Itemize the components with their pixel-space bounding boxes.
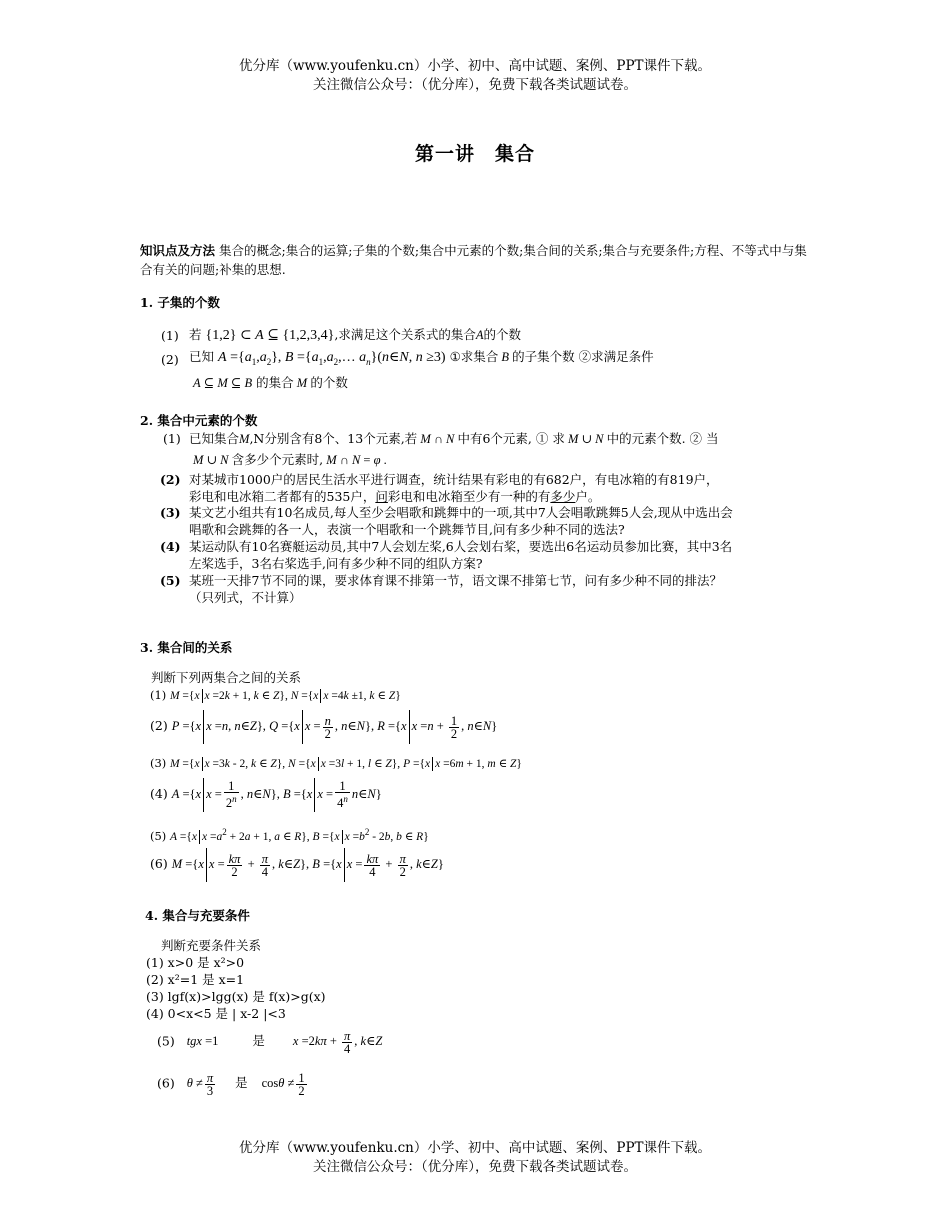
s4-row-2: (2) x²=1 是 x=1	[146, 972, 245, 987]
s1-p2-var-m: M	[293, 376, 311, 390]
s4-row-5-number: (5)	[157, 1033, 175, 1049]
s2-p4-line2: 左桨选手，3名右桨选手,问有多少种不同的组队方案?	[189, 556, 483, 571]
s1-p1-text-b: ,求满足这个关系式的集合	[334, 327, 476, 342]
s2-p3-line2: 唱歌和会跳舞的各一人，表演一个唱歌和一个跳舞节目,问有多少种不同的选法?	[189, 522, 625, 537]
section-1-heading: 1. 子集的个数	[140, 295, 220, 310]
s2-p4-number: (4)	[160, 539, 181, 554]
s3-item-1	[150, 686, 401, 705]
s2-p2-text-f: 户。	[575, 489, 601, 504]
header-line-2: 关注微信公众号：（优分库），免费下载各类试题试卷。	[313, 77, 637, 93]
s2-p2-text-c: 问	[375, 489, 388, 504]
s4-row-3: (3) lgf(x)>lgg(x) 是 f(x)>g(x)	[146, 989, 326, 1004]
s3-item-5	[150, 823, 429, 846]
s2-p2-text-d: 彩电和电冰箱至少有一种的有	[387, 489, 551, 504]
intro-paragraph	[140, 241, 812, 279]
s3-item-5-formula: A ={x $x =a^2 + 2a + 1$, a ∈ R}, B ={x $x =b^2 - 2b$, b ∈ R}	[169, 827, 429, 843]
s4-row-6	[157, 1072, 309, 1097]
s2-p5-number: (5)	[160, 573, 181, 588]
s2-p3-line1: 某文艺小组共有10名成员,每人至少会唱歌和跳舞中的一项,其中7人会唱歌跳舞5人会,现从中选出会	[189, 505, 733, 520]
s2-p1-text-d: 中有6个元素, ① 求	[457, 431, 565, 446]
s4-row-6-is: 是	[235, 1075, 248, 1091]
s1-p2-line2	[193, 374, 348, 392]
s2-p1-text-e: 中的元素个数. ② 当	[606, 431, 719, 446]
s2-p1-var-m: M	[239, 432, 250, 446]
s2-p1-formula-1: M ∩ N	[420, 432, 455, 446]
s3-item-3-formula: M ={x x =3k - 2, k ∈ Z}, N ={x x =3l + 1, l ∈ Z}, P ={x x =6m + 1, m ∈ Z}	[169, 758, 522, 770]
s4-row-6-left: θ ≠ $\frac{\pi}{3}$	[186, 1071, 214, 1098]
s2-p5-line2: （只列式，不计算）	[189, 590, 302, 605]
s1-p1-text-a: 若	[189, 327, 202, 342]
footer-line-2: 关注微信公众号：（优分库），免费下载各类试题试卷。	[313, 1159, 637, 1175]
s3-item-3-number: (3)	[150, 756, 167, 770]
s4-row-5-right: x =2kπ + $\frac{\pi}{4}$ , k∈Z	[292, 1029, 383, 1056]
s4-row-5	[157, 1030, 382, 1055]
s1-p2-text-a: 已知	[189, 349, 215, 364]
s4-row-4: (4) 0<x<5 是 | x-2 |<3	[146, 1006, 286, 1021]
s2-p1-text-c: ,N分别含有8个、13个元素,若	[249, 431, 418, 446]
s3-item-2	[150, 710, 497, 744]
s4-row-6-right: cosθ ≠ $\frac{1}{2}$	[261, 1071, 305, 1098]
s4-row-1: (1) x>0 是 x²>0	[146, 955, 245, 970]
section-3-heading: 3. 集合间的关系	[140, 640, 233, 655]
s1-p2-formula-2: A ⊆ M ⊆ B	[193, 376, 253, 390]
s2-p3-number: (3)	[160, 505, 181, 520]
s2-p1-text-a: 已知集合	[189, 431, 240, 446]
s4-row-5-left: tgx =1	[186, 1034, 219, 1049]
s4-row-5-is: 是	[252, 1033, 265, 1049]
s4-row-6-number: (6)	[157, 1075, 175, 1091]
s4-intro: 判断充要条件关系	[161, 938, 262, 953]
s2-p2-text-b: 彩电和电冰箱二者都有的535户，	[189, 489, 376, 504]
s3-item-6-number: (6)	[150, 855, 168, 871]
s3-item-5-number: (5)	[150, 828, 167, 843]
s2-p1-number: (1)	[163, 431, 181, 446]
s2-p1-text-f: 含多少个元素时,	[231, 452, 324, 467]
s3-intro: 判断下列两集合之间的关系	[151, 670, 302, 685]
s1-p2-text-b: ①求集合	[449, 349, 499, 364]
s1-p2-formula: $A =\{a_1,a_2\}$, $B =\{a_1,a_2,\dots$ $a_n\}(n\in N$, n ≥3)	[218, 350, 446, 367]
section-4-heading: 4. 集合与充要条件	[145, 908, 250, 923]
s2-p4-line1: 某运动队有10名赛艇运动员,其中7人会划左桨,6人会划右桨，要选出6名运动员参加比赛，其中3名	[189, 539, 733, 554]
intro-label: 知识点及方法	[140, 243, 216, 258]
s1-p1-text-c: 的个数	[483, 327, 522, 342]
s3-item-6	[150, 848, 444, 882]
s1-p1-number: (1)	[161, 328, 179, 343]
s2-p2-line1: 对某城市1000户的居民生活水平进行调查，统计结果有彩电的有682户，有电冰箱的有819户，	[189, 472, 719, 487]
footer-line-1: 优分库（www.youfenku.cn）小学、初中、高中试题、案例、PPT课件下载。	[238, 1140, 712, 1156]
s1-p1-formula: {1,2} ⊂ A ⊆ {1,2,3,4}	[205, 328, 335, 343]
s2-p2-number: (2)	[160, 472, 181, 487]
s1-p2-var-b: B	[498, 350, 513, 364]
s3-item-3	[150, 754, 522, 773]
header-line-1: 优分库（www.youfenku.cn）小学、初中、高中试题、案例、PPT课件下载。	[238, 58, 712, 74]
s1-p1-var-a: A	[475, 328, 484, 342]
s3-item-4-number: (4)	[150, 785, 168, 801]
s2-p1-line1	[189, 430, 719, 448]
s3-item-2-formula: P ={x x =n, n∈Z}, Q ={x x = $\frac{n}{2}$ , n∈N}, R ={x x =n + $\frac{1}{2}$ , n∈N}	[172, 719, 498, 733]
s3-item-6-formula: M ={x x = $\frac{k\pi}{2}$ + $\frac{\pi}{4}$ , k∈Z}, B ={x x = $\frac{k\pi}{4}$ + $\frac{\pi}{2}$ , k∈Z}	[172, 857, 444, 871]
s3-item-4	[150, 778, 382, 812]
s2-p1-line2	[193, 451, 387, 469]
s2-p5-line1: 某班一天排7节不同的课，要求体育课不排第一节，语文课不排第七节，问有多少种不同的排法？	[189, 573, 722, 588]
s3-item-1-number: (1)	[150, 688, 167, 702]
s1-p2-line1	[189, 348, 654, 371]
s1-p2-number: (2)	[161, 352, 179, 367]
s2-p1-formula-4: M ∩ N = φ .	[326, 453, 387, 467]
s3-item-2-number: (2)	[150, 717, 168, 733]
intro-text: 集合的概念;集合的运算;子集的个数;集合中元素的个数;集合间的关系;集合与充要条件;方程、不等式中与集合有关的问题;补集的思想.	[140, 243, 807, 277]
s3-item-4-formula: A ={x x = $\frac{1}{2^n}$ , n∈N}, B ={x x = $\frac{1}{4^n}$ n∈N}	[171, 779, 382, 811]
page-header	[0, 57, 950, 95]
section-2-heading: 2. 集合中元素的个数	[140, 413, 258, 428]
s1-p1	[189, 326, 521, 345]
page-title: 第一讲 集合	[414, 143, 535, 165]
s2-p1-formula-3: M ∪ N	[193, 453, 229, 467]
s2-p1-formula-2: M ∪ N	[567, 432, 604, 446]
page-footer	[0, 1139, 950, 1177]
s1-p2-text-e: 的个数	[310, 375, 348, 390]
s1-p2-text-d: 的集合	[256, 375, 294, 390]
s3-item-1-formula: M ={x x =2k + 1, k ∈ Z}, N ={x x =4k ±1, k ∈ Z}	[169, 690, 401, 702]
s2-p2-text-e: 多少	[550, 489, 576, 504]
s1-p2-text-c: 的子集个数 ②求满足条件	[512, 349, 654, 364]
